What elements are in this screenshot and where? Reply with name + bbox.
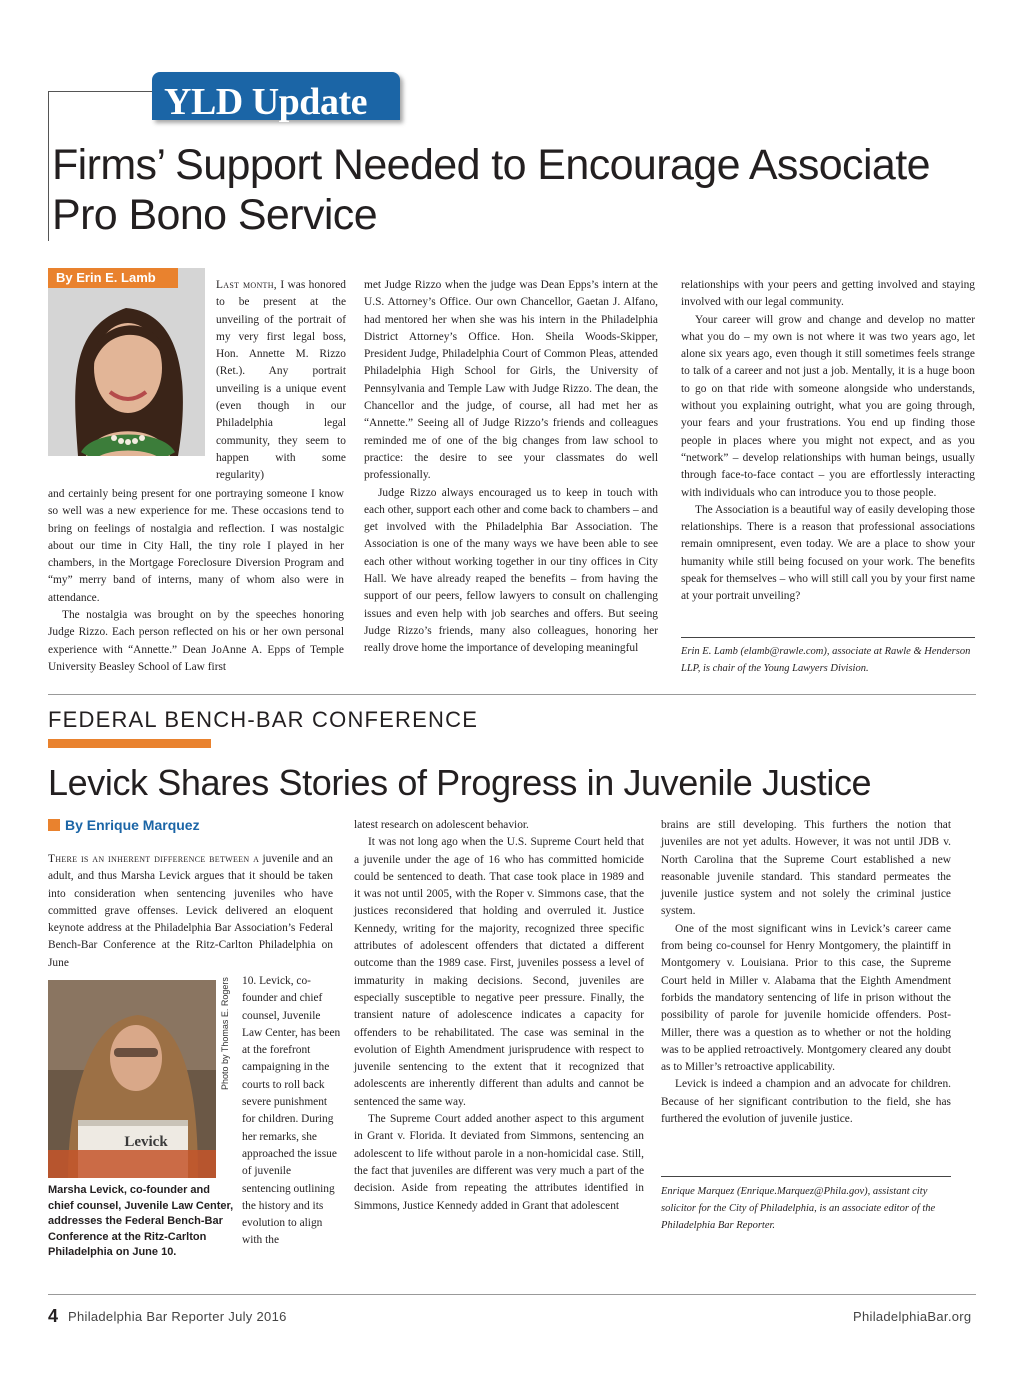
paragraph: met Judge Rizzo when the judge was Dean Epps’s intern at the U.S. Attorney’s Office. Our own Chancellor, Gaetan J. Alfano, had mentored her when she was his intern in the Philadelphia District Attorney’s Office. Hon. Sheila Woods-Skipper, President Judge, Philadelphia Court of Common Pleas, attended Philadelphia High School for Girls, the University of Pennsylvania and Temple Law with Judge Rizzo. The dean, the Chancellor and the judge, of course, all had met her as “Annette.” Seeing all of Judge Rizzo’s friends and colleagues reminded me of one of the big changes from law school to practice: the desire to see your classmates do well professionally. — [364, 279, 658, 482]
paragraph: latest research on adolescent behavior. — [354, 819, 529, 831]
paragraph: and certainly being present for one portraying someone I know so well was a new experience for me. These occasions tend to bring on feelings of nostalgia and reflection. I was nostalgic about our time in City Hall, the tiny role I played in her chambers, in the Mortgage Foreclosure Diversion Program and “my” merry band of interns, many of whom also were in attendance. — [48, 488, 344, 604]
article-column-3 — [661, 817, 951, 1128]
author-portrait-icon — [48, 268, 205, 456]
speaker-photo — [48, 980, 216, 1178]
byline — [48, 817, 200, 833]
photo-credit: Photo by Thomas E. Rogers — [220, 977, 230, 1090]
paragraph: It was not long ago when the U.S. Supreme Court held that a juvenile under the age of 16 who has committed homicide could be sentenced to death. That case took place in 1989 and it was not until 2005, with the Roper v. Simmons case, that the justices reconsidered that holding and overruled it. Justice Kennedy, writing for the majority, recognized three specific attributes of adolescent offenders that dictated a different outcome than the 1989 case. First, juveniles possess a level of immaturity in making decisions. Second, juveniles are especially susceptible to negative peer pressure. Finally, the transient nature of adolescence indicates a capacity for offenders to be rehabilitated. The case was seminal in the evolution of Eighth Amendment jurisprudence with respect to juvenile sentencing to the extent that it recognized that adolescents are inherently different than adults and cannot be sentenced the same way. — [354, 836, 644, 1108]
paragraph: The nostalgia was brought on by the speeches honoring Judge Rizzo. Each person reflected on his or her own personal experience with “Annette.” Dean JoAnne A. Epps of Temple University Beasley School of Law first — [48, 609, 344, 673]
paragraph: relationships with your peers and getting involved and staying involved with our legal community. — [681, 279, 975, 309]
section-divider — [48, 694, 976, 695]
paragraph: One of the most significant wins in Levick’s career came from being co-counsel for Henry Montgomery, the plaintiff in Montgomery v. Louisiana. Prior to this case, the Supreme Court held in Miller v. Alabama that the Eighth Amendment forbids the mandatory sentencing of life in prison without the possibility of parole for juvenile homicide offenders. Post-Miller, there was a question as to whether or not the holding was to be applied retroactively. Montgomery cleared any doubt as to Miller’s retroactive applicability. — [661, 922, 951, 1074]
author-photo — [48, 268, 205, 456]
lead-in: Last month, — [216, 279, 277, 291]
speaker-at-podium-icon — [48, 980, 216, 1178]
footer-website: PhiladelphiaBar.org — [853, 1309, 972, 1324]
article-column-1-wrap — [216, 277, 346, 485]
section-accent-bar — [48, 739, 211, 748]
paragraph: brains are still developing. This furthers the notion that juveniles are not yet adults. However, it was not until JDB v. North Carolina that the Supreme Court established a new reasonable juvenile standard. This standard permeates the juvenile justice system and not solely the criminal justice system. — [661, 819, 951, 918]
article-column-1 — [48, 486, 344, 676]
yld-tab-label: YLD Update — [164, 81, 367, 123]
square-bullet-icon — [48, 819, 60, 831]
section-label: FEDERAL BENCH-BAR CONFERENCE — [48, 707, 479, 732]
header-frame-line — [48, 91, 156, 92]
byline: By Erin E. Lamb — [48, 268, 178, 288]
signature-rule — [681, 637, 975, 638]
header-frame-line-vertical — [48, 91, 49, 241]
footer-rule — [48, 1294, 976, 1295]
article-column-3 — [681, 277, 975, 606]
paragraph: Levick is indeed a champion and an advocate for children. Because of her significant contribution to the field, she has furthered the evolution of juvenile justice. — [661, 1078, 951, 1126]
paragraph: Your career will grow and change and develop no matter what you do – my own is not where it was two years ago, let alone six years ago, even though it still sometimes feels strange to talk of a career and not just a job. Mentally, it is a huge boon to go on that ride with someone alongside who understands, without you explaining outright, what you are going through, your fears and your frustrations. You end up finding those people in places where you might not expect, and as you “network” – develop relationships with human beings, usually through face-to-face contact – you are effortlessly interacting with individuals who can introduce you to those people. — [681, 313, 975, 499]
author-signature: Enrique Marquez (Enrique.Marquez@Phila.gov), assistant city solicitor for the City of Philadelphia, is an associate editor of the Philadelphia Bar Reporter. — [661, 1186, 936, 1231]
article-headline: Levick Shares Stories of Progress in Juvenile Justice — [48, 762, 872, 803]
footer-publication: Philadelphia Bar Reporter July 2016 — [68, 1309, 287, 1324]
article-headline: Firms’ Support Needed to Encourage Associate Pro Bono Service — [52, 141, 930, 239]
article-column-1 — [48, 851, 333, 972]
author-signature: Erin E. Lamb (elamb@rawle.com), associate at Rawle & Henderson LLP, is chair of the Young Lawyers Division. — [681, 646, 971, 674]
article-column-2 — [354, 817, 644, 1215]
signature-rule — [661, 1176, 951, 1177]
paragraph: juvenile and an adult, and thus Marsha Levick argues that it should be taken into consideration when sentencing juveniles who have committed grave offenses. Levick delivered an eloquent keynote address at the Philadelphia Bar Association’s Federal Bench-Bar Conference at the Ritz-Carlton Philadelphia on June — [48, 853, 333, 969]
byline-text: By Enrique Marquez — [65, 817, 200, 833]
paragraph: The Association is a beautiful way of easily developing those relationships. There is a reason that professional associations remain omnipresent, even today. We are a place to show your humanity while still being focused on your work. The benefits speak for themselves – who will still call you by your first name at your portrait unveiling? — [681, 503, 975, 603]
paragraph: 10. Levick, co-founder and chief counsel, Juvenile Law Center, has been at the forefront campaigning in the courts to roll back severe punishment for children. During her remarks, she approached the issue of juvenile sentencing outlining the history and its evolution to align with the — [242, 975, 341, 1247]
paragraph: The Supreme Court added another aspect to this argument in Grant v. Florida. It deviated from Simmons, sentencing an adolescent to life without parole in a non-homicidal case. Still, the fact that juveniles are different was very much a part of the decision. Aside from repeating the attributes identified in Simmons, Justice Kennedy added in Grant that adolescent — [354, 1113, 644, 1212]
paragraph: Judge Rizzo always encouraged us to keep in touch with each other, support each other and come back to chambers – and get involved with the Philadelphia Bar Association. The Association is one of the many ways we have been able to see each other without working together in our tiny offices in City Hall. We have already reaped the benefits – from having the support of our peers, fellow lawyers to consult on challenging issues and even help with job searches and offers. But seeing Judge Rizzo’s friends, many also colleagues, honoring her really drove home the importance of developing meaningful — [364, 486, 658, 655]
paragraph: I was honored to be present at the unveiling of the portrait of my very first legal boss, Hon. Annette M. Rizzo (Ret.). Any portrait unveiling is a unique event (even though in our Philadelphia legal community, they seem to happen with some regularity) — [216, 279, 346, 482]
podium-sign: Levick — [124, 1134, 168, 1150]
lead-in: There is an inherent difference between a — [48, 853, 260, 865]
article-column-1-wrap — [242, 973, 342, 1250]
article-column-2 — [364, 277, 658, 658]
page-number: 4 — [48, 1306, 59, 1326]
photo-caption: Marsha Levick, co-founder and chief counsel, Juvenile Law Center, addresses the Federal Bench-Bar Conference at the Ritz-Carlton Philadelphia on June 10. — [48, 1184, 234, 1258]
